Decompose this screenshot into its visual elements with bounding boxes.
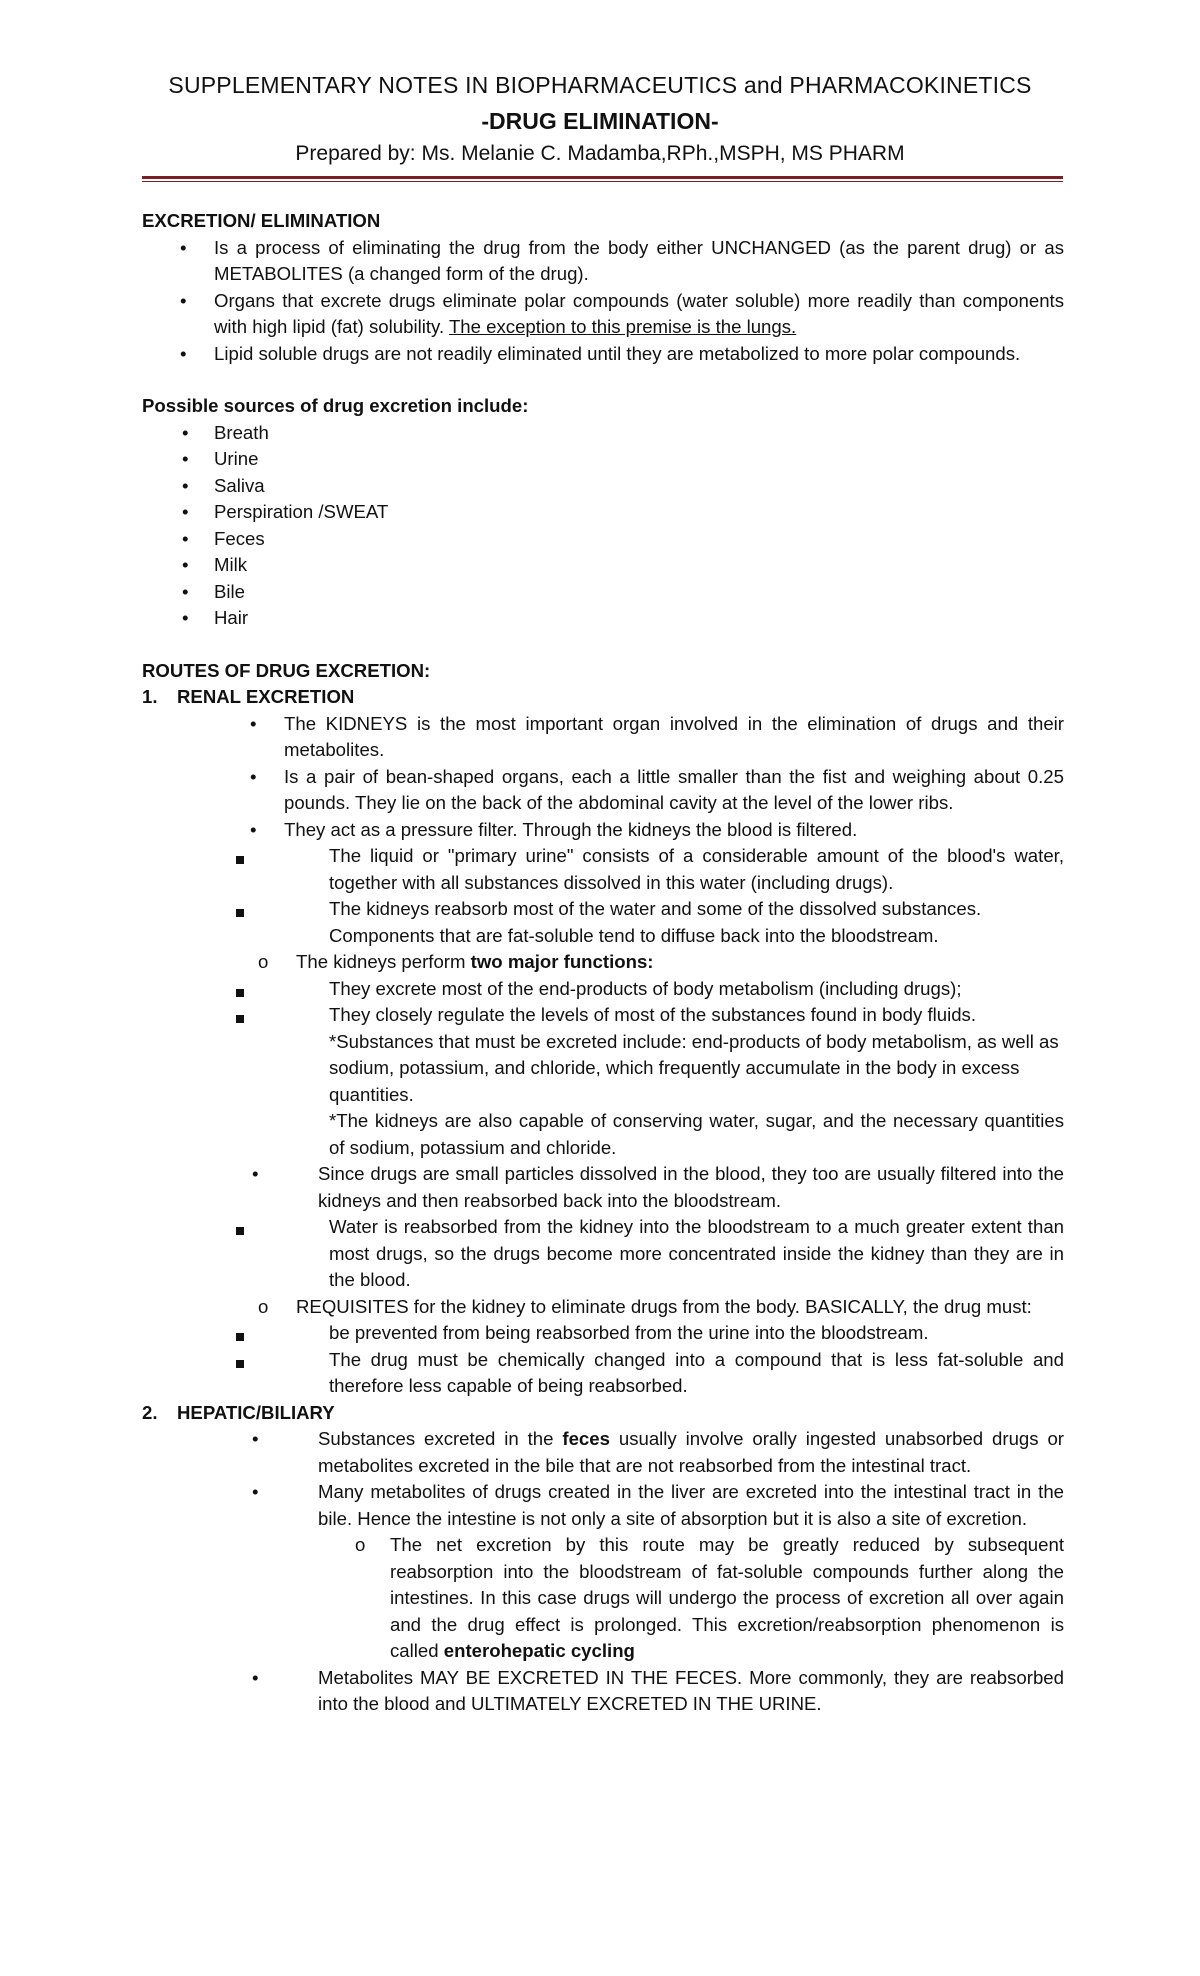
list-item: • Substances excreted in the feces usually involve orally ingested unabsorbed drugs or metabolites excreted in the bile that are not reabsorbed from the intestinal tract. (252, 1428, 1064, 1476)
square-bullet-icon (236, 1007, 244, 1034)
bullet-icon: • (182, 527, 189, 549)
document-body (142, 208, 1064, 1718)
list-item: • Is a pair of bean-shaped organs, each a little smaller than the fist and weighing about 0.25 pounds. They lie on the back of the abdominal cavity at the level of the lower ribs. (250, 765, 1064, 813)
section-heading-routes: ROUTES OF DRUG EXCRETION: (142, 659, 431, 681)
list-item: be prevented from being reabsorbed from the urine into the bloodstream. (142, 1320, 1064, 1347)
header-rule-thin (142, 181, 1063, 182)
list-item: • Since drugs are small particles dissolved in the blood, they too are usually filtered into the kidneys and then reabsorbed back into the bloodstream. (252, 1163, 1064, 1211)
section-heading-excretion: EXCRETION/ ELIMINATION (142, 210, 381, 231)
list-item: o The net excretion by this route may be greatly reduced by subsequent reabsorption into the bloodstream of fat-soluble compounds further along the intestines. In this case drugs will undergo the process of excretion all over again and the drug effect is prolonged. This excretion/reabsorption phenomenon is called enterohepatic cycling (355, 1534, 1064, 1661)
list-item: • Hair (142, 605, 1064, 632)
list-item: • Breath (142, 420, 1064, 447)
bullet-icon: • (182, 421, 189, 443)
square-bullet-icon (236, 1219, 244, 1246)
square-bullet-icon (236, 901, 244, 928)
header-rule (142, 176, 1063, 179)
document-title: SUPPLEMENTARY NOTES IN BIOPHARMACEUTICS and PHARMACOKINETICS (168, 72, 1032, 98)
bullet-icon: • (252, 1428, 259, 1449)
bullet-icon: • (252, 1163, 259, 1184)
numbered-heading-hepatic: 2. HEPATIC/BILIARY (142, 1401, 335, 1423)
bullet-icon: • (252, 1666, 259, 1688)
bullet-icon: • (250, 712, 257, 734)
list-item: The drug must be chemically changed into a compound that is less fat-soluble and therefore less capable of being reabsorbed. (142, 1347, 1064, 1400)
list-item: • Perspiration /SWEAT (142, 499, 1064, 526)
list-item: • Feces (142, 526, 1064, 553)
list-item: Water is reabsorbed from the kidney into the bloodstream to a much greater extent than most drugs, so the drugs become more concentrated inside the kidney than they are in the blood. (142, 1214, 1064, 1294)
prepared-by: Prepared by: Ms. Melanie C. Madamba,RPh.,MSPH, MS PHARM (295, 142, 905, 165)
list-item: • Bile (142, 579, 1064, 606)
document-subtitle: -DRUG ELIMINATION- (481, 108, 719, 134)
list-item: • Milk (142, 552, 1064, 579)
bullet-icon: • (182, 554, 189, 575)
square-bullet-icon (236, 848, 244, 875)
list-item: • Lipid soluble drugs are not readily eliminated until they are metabolized to more polar compounds. (142, 341, 1064, 368)
list-item: They closely regulate the levels of most of the substances found in body fluids. (142, 1002, 1064, 1029)
note-text: *The kidneys are also capable of conserving water, sugar, and the necessary quantities of sodium, potassium and chloride. (329, 1110, 1064, 1158)
list-item: The kidneys reabsorb most of the water and some of the dissolved substances. Components that are fat-soluble tend to diffuse back into the bloodstream. (142, 896, 1064, 949)
square-bullet-icon (236, 1352, 244, 1379)
bullet-icon: • (182, 448, 189, 469)
bullet-icon: • (180, 289, 187, 311)
list-item: • Metabolites MAY BE EXCRETED IN THE FECES. More commonly, they are reabsorbed into the blood and ULTIMATELY EXCRETED IN THE URINE. (252, 1666, 1064, 1714)
section-heading-sources: Possible sources of drug excretion include: (142, 395, 529, 416)
list-item: The liquid or "primary urine" consists of a considerable amount of the blood's water, together with all substances dissolved in this water (including drugs). (142, 843, 1064, 896)
bullet-icon: • (180, 236, 187, 258)
list-item: They excrete most of the end-products of body metabolism (including drugs); (142, 976, 1064, 1003)
numbered-heading-renal: 1. RENAL EXCRETION (142, 686, 355, 707)
bullet-icon: • (250, 818, 257, 840)
list-item: • Is a process of eliminating the drug from the body either UNCHANGED (as the parent drug) or as METABOLITES (a changed form of the drug). (180, 236, 1064, 284)
bullet-icon: • (182, 580, 189, 602)
circle-bullet-icon: o (355, 1534, 366, 1555)
bullet-icon: • (182, 607, 189, 628)
underlined-text: The exception to this premise is the lungs. (448, 316, 797, 337)
list-item: • The KIDNEYS is the most important organ involved in the elimination of drugs and their metabolites. (250, 712, 1064, 760)
list-item: • They act as a pressure filter. Through the kidneys the blood is filtered. (142, 817, 1064, 844)
bullet-icon: • (250, 765, 257, 787)
bullet-icon: • (182, 474, 189, 496)
circle-bullet-icon: o (258, 951, 269, 972)
bullet-icon: • (180, 342, 187, 364)
circle-bullet-icon: o (258, 1295, 269, 1317)
bullet-icon: • (252, 1481, 259, 1502)
list-item: o The kidneys perform two major functions: (142, 949, 1064, 976)
list-item: • Urine (142, 446, 1064, 473)
note-text: *Substances that must be excreted include: end-products of body metabolism, as well as sodium, potassium, and chloride, which frequently accumulate in the body in excess quantities. (329, 1030, 1059, 1105)
list-item: • Many metabolites of drugs created in the liver are excreted into the intestinal tract in the bile. Hence the intestine is not only a site of absorption but it is also a site of excretion. (252, 1481, 1064, 1529)
list-item: • Organs that excrete drugs eliminate polar compounds (water soluble) more readily than components with high lipid (fat) solubility. The exception to this premise is the lungs. (180, 289, 1064, 337)
bullet-icon: • (182, 501, 189, 522)
list-item: o REQUISITES for the kidney to eliminate drugs from the body. BASICALLY, the drug must: (142, 1294, 1064, 1321)
list-item: • Saliva (142, 473, 1064, 500)
